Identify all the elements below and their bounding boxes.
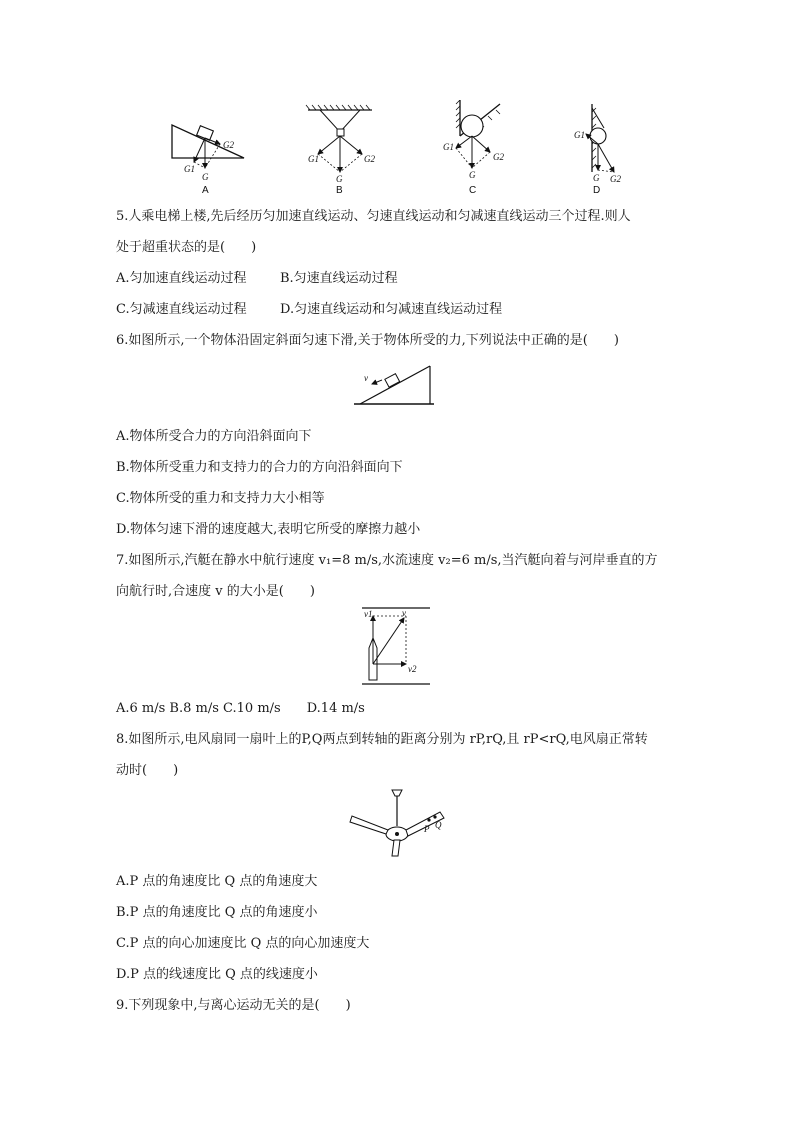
label-c-g: G [469, 170, 476, 180]
diagram-c [443, 100, 504, 196]
q7-stem-line-1: 7.如图所示,汽艇在静水中航行速度 v₁=8 m/s,水流速度 v₂=6 m/s,当汽艇向着与河岸垂直的方 [116, 553, 658, 568]
label-b-g2: G2 [364, 154, 375, 164]
q5-option-c: C.匀减速直线运动过程 [116, 302, 247, 317]
label-a-g2: G2 [223, 140, 234, 150]
q8-fan-figure [346, 788, 448, 860]
q5-option-a: A.匀加速直线运动过程 [116, 271, 247, 286]
q9-stem: 9.下列现象中,与离心运动无关的是( ) [116, 998, 351, 1013]
q6-stem: 6.如图所示,一个物体沿固定斜面匀速下滑,关于物体所受的力,下列说法中正确的是( ) [116, 333, 619, 348]
q7-label-v1: v1 [364, 609, 373, 619]
q6-incline-svg [352, 362, 436, 410]
q6-option-b: B.物体所受重力和支持力的合力的方向沿斜面向下 [116, 460, 403, 475]
label-d-g1: G1 [574, 130, 585, 140]
q8-fan-svg [346, 788, 448, 860]
q5-stem-line-1: 5.人乘电梯上楼,先后经历匀加速直线运动、匀速直线运动和匀减速直线运动三个过程.则人 [116, 209, 631, 224]
q5-option-b: B.匀速直线运动过程 [280, 271, 398, 286]
q7-label-v: v [402, 608, 406, 618]
diagram-b [306, 105, 375, 196]
label-d-g2: G2 [610, 174, 621, 184]
q5-option-d: D.匀速直线运动和匀减速直线运动过程 [280, 302, 503, 317]
label-a-g: G [202, 172, 209, 182]
label-d: D [593, 185, 601, 196]
q6-option-c: C.物体所受的重力和支持力大小相等 [116, 491, 325, 506]
q6-option-d: D.物体匀速下滑的速度越大,表明它所受的摩擦力越小 [116, 522, 421, 537]
q6-incline-figure [352, 362, 436, 410]
q8-option-c: C.P 点的向心加速度比 Q 点的向心加速度大 [116, 936, 370, 951]
q8-label-q: Q [435, 820, 442, 830]
diagram-d [574, 104, 621, 196]
force-decomposition-figure [160, 100, 640, 200]
q8-stem-line-2: 动时( ) [116, 763, 179, 778]
label-c-g1: G1 [443, 142, 454, 152]
q8-label-p: P [424, 824, 430, 834]
q6-label-v: v [364, 373, 368, 383]
q8-option-a: A.P 点的角速度比 Q 点的角速度大 [116, 874, 318, 889]
q8-option-b: B.P 点的角速度比 Q 点的角速度小 [116, 905, 318, 920]
label-a-g1: G1 [184, 164, 195, 174]
q7-boat-svg [362, 604, 432, 688]
label-b-g: G [336, 174, 343, 184]
label-a: A [202, 185, 209, 196]
q7-label-v2: v2 [408, 664, 417, 674]
q7-stem-line-2: 向航行时,合速度 v 的大小是( ) [116, 584, 315, 599]
q6-option-a: A.物体所受合力的方向沿斜面向下 [116, 429, 312, 444]
q8-stem-line-1: 8.如图所示,电风扇同一扇叶上的P,Q两点到转轴的距离分别为 rP,rQ,且 rP<rQ,电风扇正常转 [116, 732, 648, 747]
label-b: B [336, 185, 343, 196]
q7-boat-figure [362, 604, 432, 688]
q7-options: A.6 m/s B.8 m/s C.10 m/s D.14 m/s [116, 701, 365, 716]
q5-stem-line-2: 处于超重状态的是( ) [116, 240, 257, 255]
label-b-g1: G1 [308, 154, 319, 164]
label-d-g: G [593, 173, 600, 183]
q8-option-d: D.P 点的线速度比 Q 点的线速度小 [116, 967, 318, 982]
label-c: C [469, 185, 477, 196]
diagram-a [172, 125, 244, 196]
label-c-g2: G2 [493, 152, 504, 162]
force-decomposition-svg [160, 100, 640, 200]
